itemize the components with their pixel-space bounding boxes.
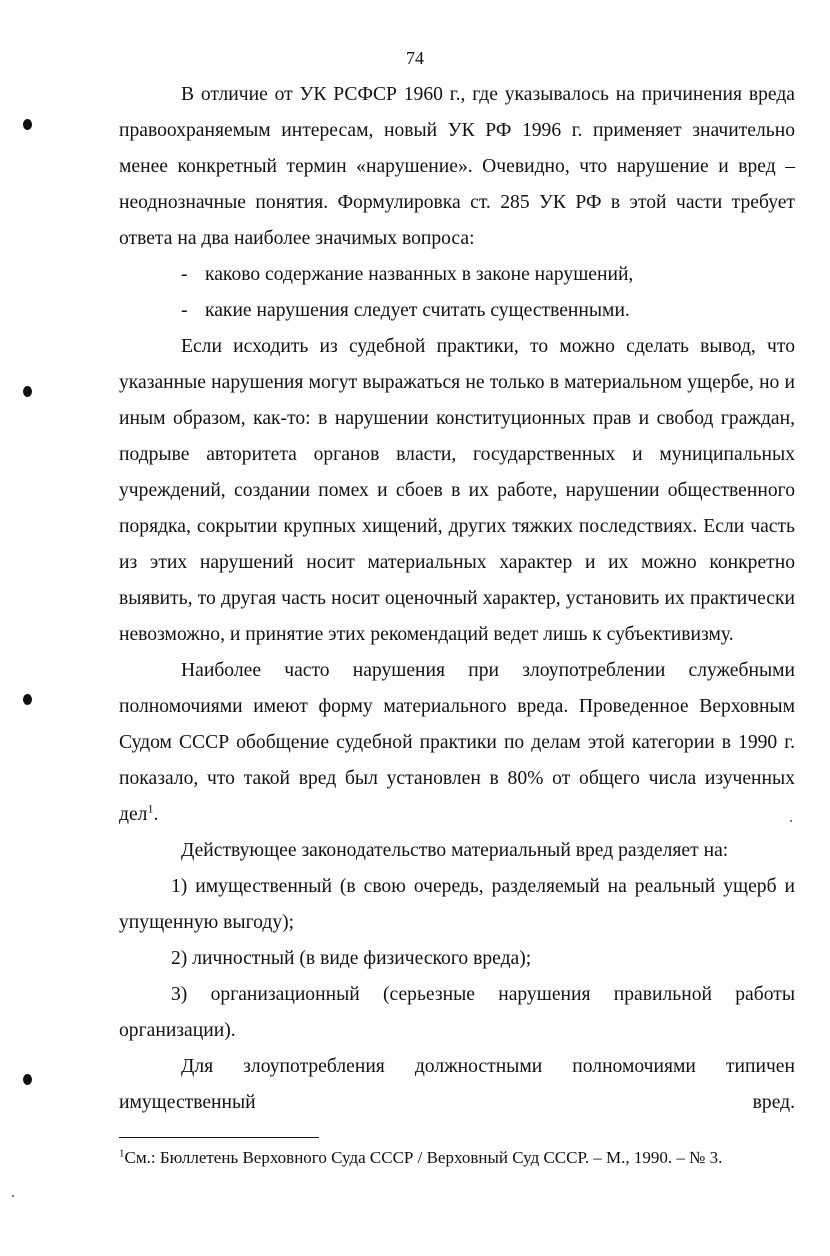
numbered-item-1: 1) имущественный (в свою очередь, разделяемый на реальный ущерб и упущенную выгоду); <box>119 876 795 933</box>
paragraph-3-tail: . <box>153 804 159 825</box>
footnote <box>119 1147 799 1169</box>
page-number: 74 <box>406 48 424 68</box>
punch-hole-mark <box>23 694 32 705</box>
dash-list-item <box>119 257 795 293</box>
list-item-text: какие нарушения следует считать существенными. <box>205 300 630 321</box>
punch-hole-mark <box>23 386 32 397</box>
dash-list-item <box>119 293 795 329</box>
paragraph-5: Для злоупотребления должностными полномочиями типичен имущественный вред. <box>119 1056 795 1113</box>
scan-speck <box>790 820 792 822</box>
paragraph-2: Если исходить из судебной практики, то можно сделать вывод, что указанные нарушения могут выражаться не только в материальном ущербе, но и иным образом, как-то: в нарушении конституционных прав и свобод граждан, подрыве авторитета органов власти, государственных и муниципальных учреждений, создании помех и сбоев в их работе, нарушении общественного порядка, сокрытии крупных хищений, других тяжких последствиях. Если часть из этих нарушений носит материальных характер и их можно конкретно выявить, то другая часть носит оценочный характер, установить их практически невозможно, и принятие этих рекомендаций ведет лишь к субъективизму. <box>119 336 795 645</box>
list-item-text: каково содержание названных в законе нарушений, <box>205 264 634 285</box>
footnote-marker: 1 <box>119 1147 125 1160</box>
punch-hole-mark <box>23 119 32 130</box>
numbered-item-2: 2) личностный (в виде физического вреда); <box>171 948 532 969</box>
paragraph-3 <box>119 653 795 833</box>
list-dash: - <box>181 264 188 285</box>
paragraph-3-text: Наиболее часто нарушения при злоупотреблении служебными полномочиями имеют форму материального вреда. Проведенное Верховным Судом СССР обобщение судебной практики по делам этой категории в 1990 г. показало, что такой вред был установлен в 80% от общего числа изученных дел <box>119 660 795 825</box>
paragraph-4: Действующее законодательство материальный вред разделяет на: <box>181 840 729 861</box>
footnote-text: См.: Бюллетень Верховного Суда СССР / Верховный Суд СССР. – М., 1990. – № 3. <box>124 1148 723 1167</box>
body-text <box>119 77 795 1121</box>
list-dash: - <box>181 300 188 321</box>
footnote-reference[interactable]: 1 <box>147 801 154 816</box>
numbered-item-3: 3) организационный (серьезные нарушения правильной работы организации). <box>119 984 795 1041</box>
paragraph-1: В отличие от УК РСФСР 1960 г., где указывалось на причинения вреда правоохраняемым интересам, новый УК РФ 1996 г. применяет значительно менее конкретный термин «нарушение». Очевидно, что нарушение и вред – неоднозначные понятия. Формулировка ст. 285 УК РФ в этой части требует ответа на два наиболее значимых вопроса: <box>119 84 795 249</box>
punch-hole-mark <box>23 1074 32 1085</box>
footnote-separator <box>119 1137 319 1138</box>
scan-speck <box>12 1195 14 1197</box>
